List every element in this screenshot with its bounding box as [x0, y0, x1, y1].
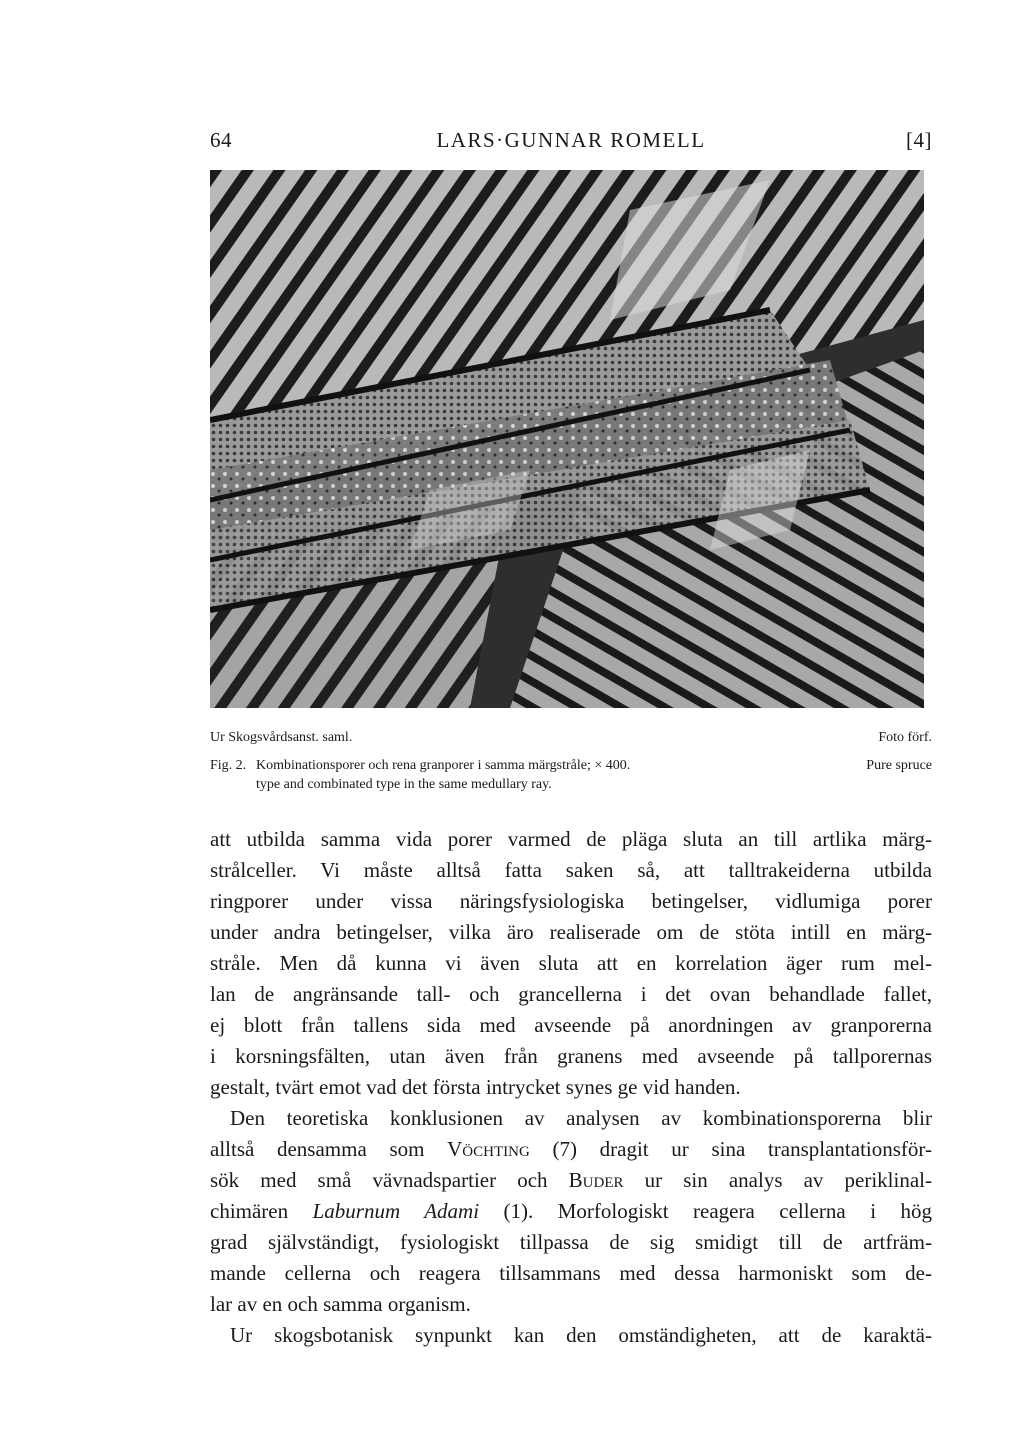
text-line: sök med små vävnadspartier och Buder ur sin analys av periklinal-: [210, 1168, 932, 1192]
caption-english-start: Pure spruce: [866, 758, 932, 773]
text-line: lan de angränsande tall- och grancellerna i det ovan behandlade fallet,: [210, 982, 932, 1006]
body-text: [210, 824, 932, 1351]
text-line: i korsningsfälten, utan även från granens med avseende på tallporernas: [210, 1044, 932, 1068]
text-line: gestalt, tvärt emot vad det första intrycket synes ge vid handen.: [210, 1075, 741, 1099]
text-line: under andra betingelser, vilka äro realiserade om de stöta intill en märg-: [210, 920, 932, 944]
text-line: grad självständigt, fysiologiskt tillpassa de sig smidigt till de artfräm-: [210, 1230, 932, 1254]
text-line: att utbilda samma vida porer varmed de pläga sluta an till artlika märg-: [210, 827, 932, 851]
author-name-buder: Buder: [568, 1168, 624, 1192]
text-line: Ur skogsbotanisk synpunkt kan den omständigheten, att de karaktä-: [230, 1323, 932, 1347]
author-name-vochting: Vöchting: [447, 1137, 530, 1161]
text-line: alltså densamma som Vöchting (7) dragit ur sina transplantationsför-: [210, 1137, 932, 1161]
micrograph-figure: [210, 170, 924, 708]
text-line: mande cellerna och reagera tillsammans med dessa harmoniskt som de-: [210, 1261, 932, 1285]
paragraph-1: [210, 824, 932, 1103]
running-header: [210, 128, 932, 160]
paragraph-3: [210, 1320, 932, 1351]
figure-photographer: Foto förf.: [878, 730, 932, 745]
caption-label: Fig. 2.: [210, 758, 247, 773]
text-line: ringporer under vissa näringsfysiologiska betingelser, vidlumiga porer: [210, 889, 932, 913]
text-line: chimären Laburnum Adami (1). Morfologiskt reagera cellerna i hög: [210, 1199, 933, 1223]
micrograph-image: [210, 170, 924, 708]
section-number: [4]: [906, 128, 932, 152]
species-name: Laburnum Adami: [312, 1199, 480, 1223]
text-line: ej blott från tallens sida med avseende på anordningen av granporerna: [210, 1013, 932, 1037]
text-line: Den teoretiska konklusionen av analysen av kombinationsporerna blir: [230, 1106, 932, 1130]
figure-caption: [210, 756, 932, 794]
paragraph-2: [210, 1103, 932, 1320]
text-line: lar av en och samma organism.: [210, 1292, 471, 1316]
figure-credits: [210, 730, 932, 752]
running-author: LARS·GUNNAR ROMELL: [436, 128, 706, 152]
text-line: stråle. Men då kunna vi även sluta att en korrelation äger rum mel-: [210, 951, 932, 975]
caption-english-end: type and combinated type in the same medullary ray.: [256, 777, 552, 792]
caption-swedish: Kombinationsporer och rena granporer i samma märgstråle; × 400.: [256, 758, 631, 773]
text-line: strålceller. Vi måste alltså fatta saken så, att talltrakeiderna utbilda: [210, 858, 932, 882]
figure-source: Ur Skogsvårdsanst. saml.: [210, 730, 353, 745]
page-number: 64: [210, 128, 232, 152]
